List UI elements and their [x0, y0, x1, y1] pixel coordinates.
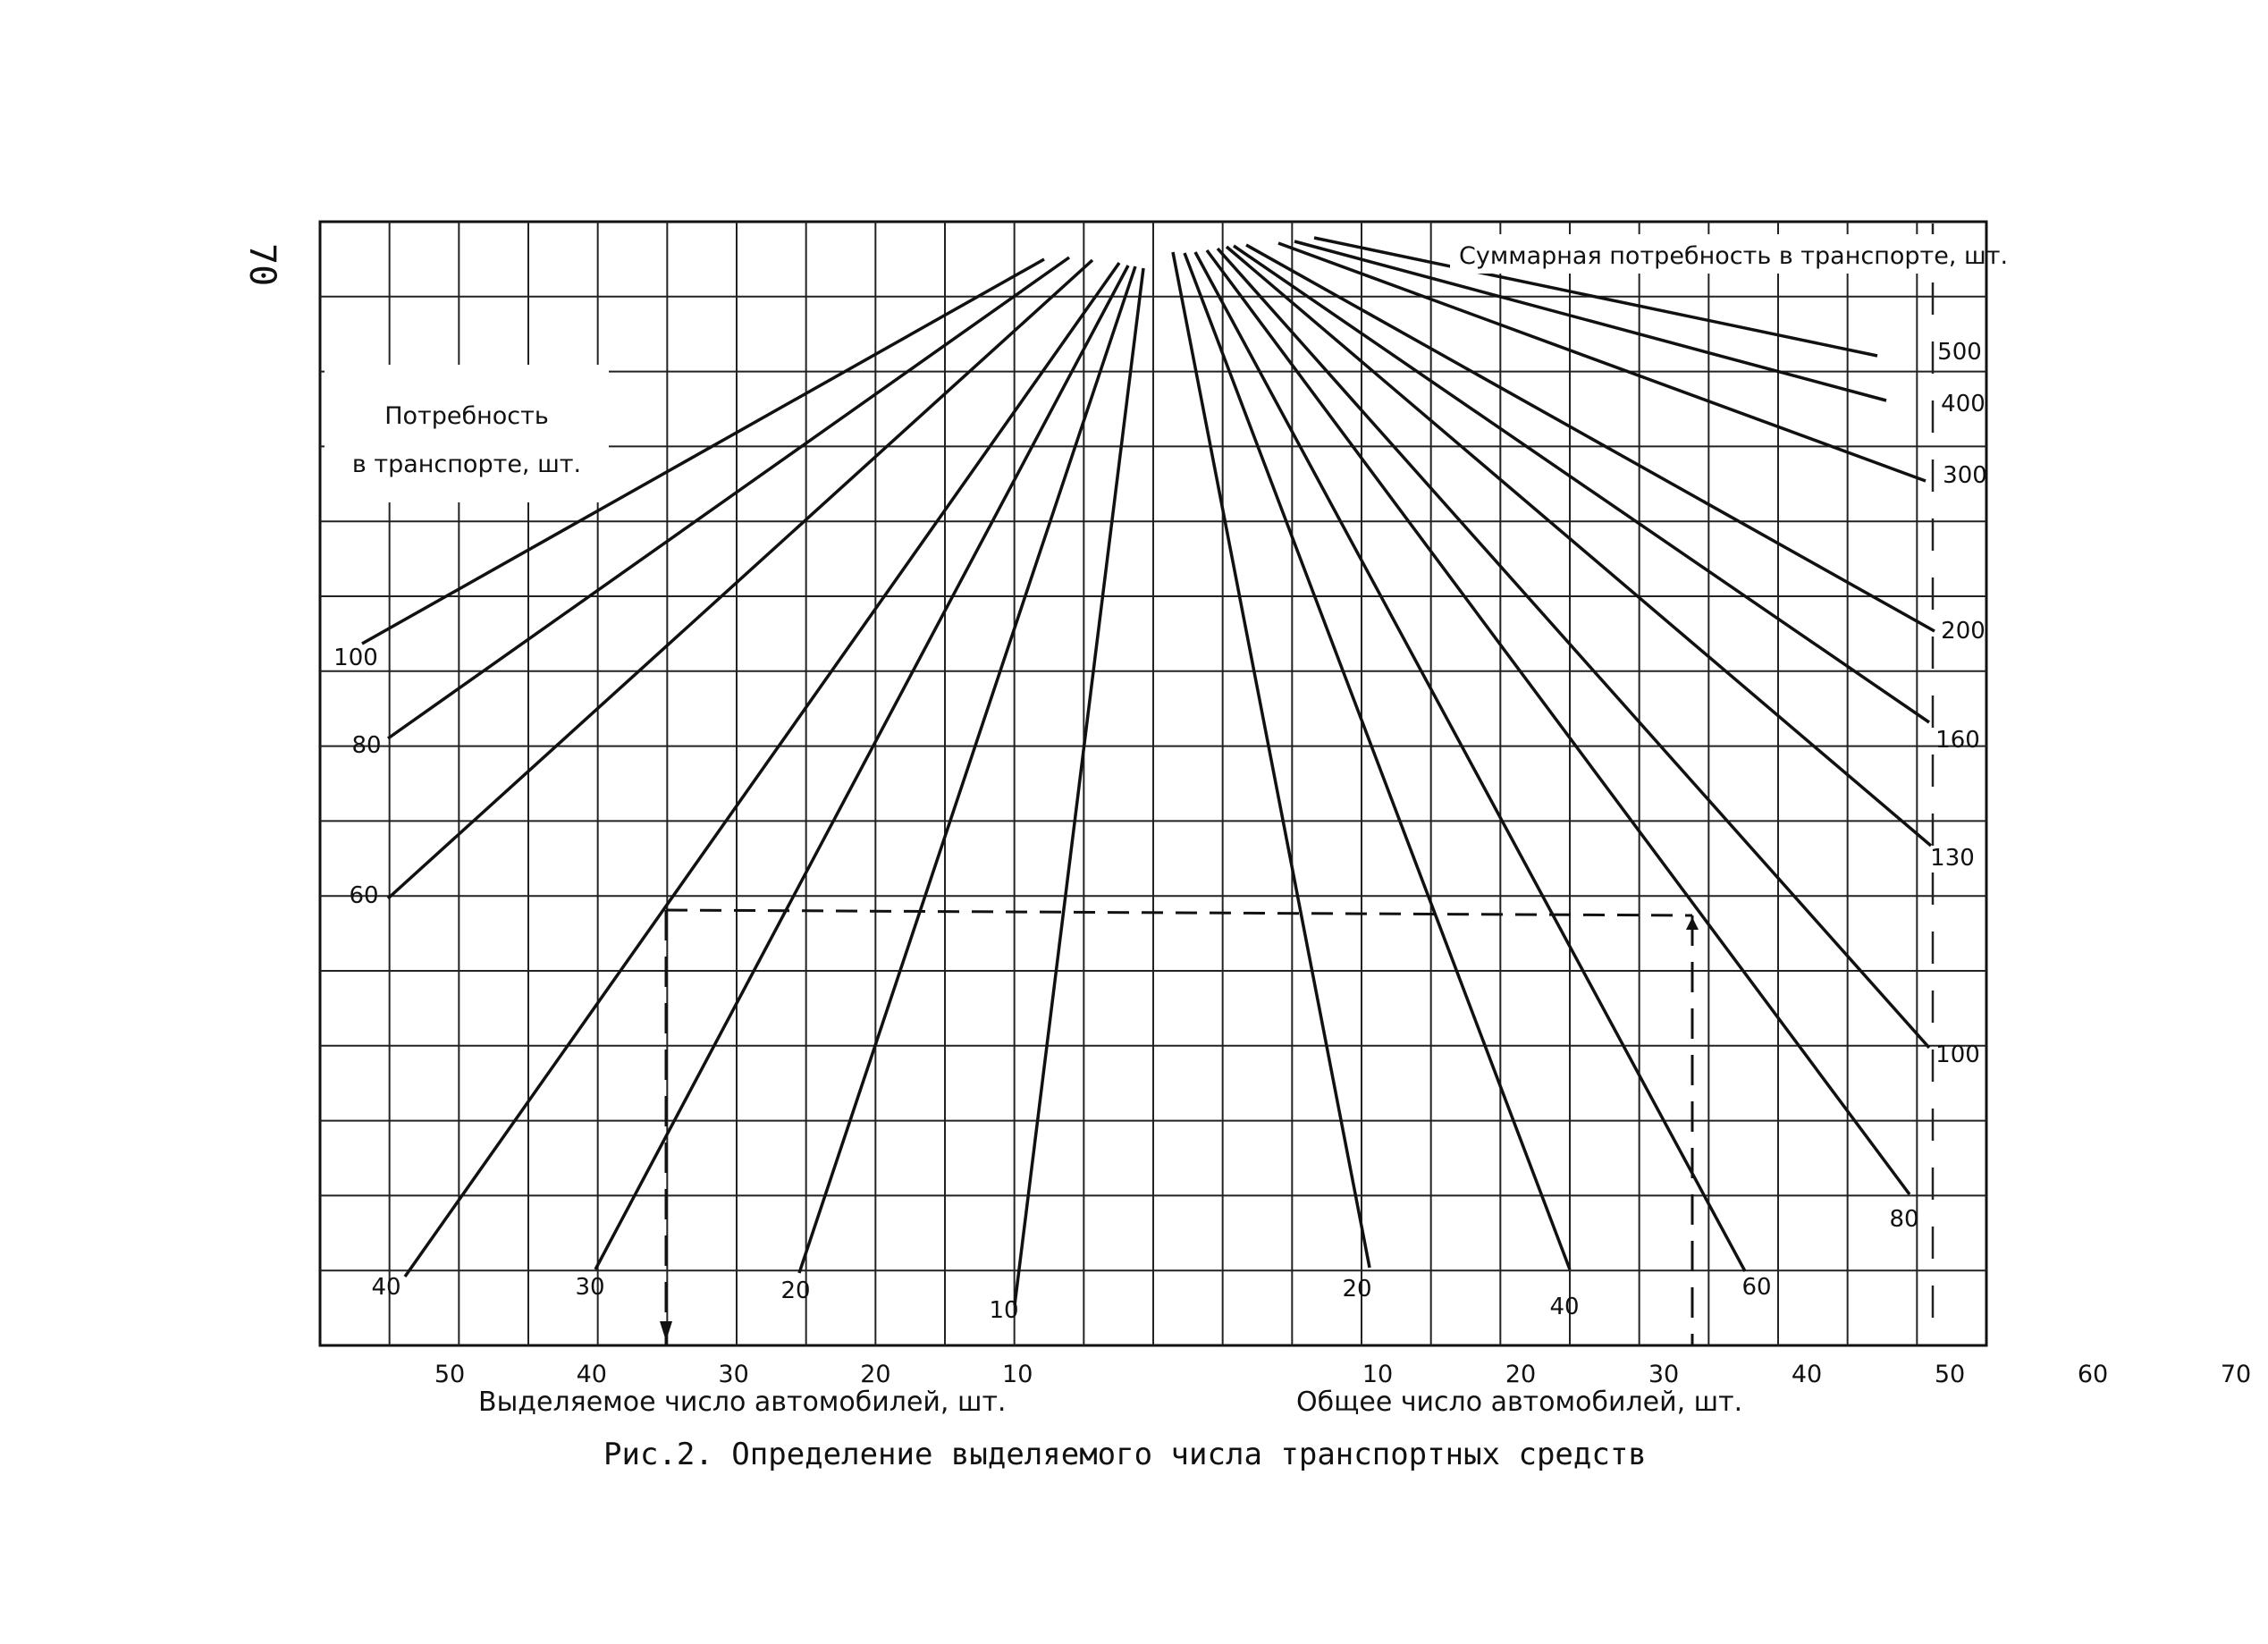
line-label-left-40: 40 — [371, 1274, 401, 1301]
line-label-right-130: 130 — [1930, 845, 1975, 872]
line-label-right-80: 80 — [1889, 1206, 1919, 1233]
line-label-right-60: 60 — [1741, 1274, 1772, 1301]
left-label-mask — [325, 365, 609, 502]
line-label-left-80: 80 — [351, 732, 382, 759]
left-series-label-line2: в транспорте, шт. — [351, 451, 582, 478]
line-right-130 — [1227, 247, 1931, 846]
line-label-left-20: 20 — [780, 1277, 811, 1304]
line-right-20 — [1173, 252, 1370, 1268]
x-axis-label-left: Выделяемое число автомобилей, шт. — [478, 1387, 1007, 1418]
example-arrow-total — [1686, 917, 1699, 930]
left-series-label-line1: Потребность — [384, 402, 549, 430]
example-path — [660, 910, 1699, 1345]
x-tick-label-left: 40 — [576, 1361, 607, 1388]
line-label-right-500: 500 — [1937, 339, 1982, 366]
x-tick-label-left: 30 — [718, 1361, 749, 1388]
line-label-right-300: 300 — [1943, 462, 1987, 489]
line-label-right-400: 400 — [1941, 391, 1986, 417]
x-tick-label-left: 50 — [434, 1361, 466, 1388]
x-tick-label-right: 10 — [1362, 1361, 1394, 1388]
x-tick-label-right: 50 — [1934, 1361, 1966, 1388]
x-tick-label-right: 20 — [1505, 1361, 1537, 1388]
x-tick-label-right: 30 — [1648, 1361, 1680, 1388]
example-arrow-selected — [660, 1321, 672, 1341]
line-label-right-200: 200 — [1941, 618, 1986, 645]
line-left-30 — [595, 266, 1128, 1269]
x-tick-label-right: 70 — [2220, 1361, 2252, 1388]
line-label-right-160: 160 — [1935, 727, 1980, 754]
line-right-80 — [1207, 250, 1910, 1194]
page-number: 70 — [241, 243, 282, 287]
line-right-200 — [1246, 245, 1935, 631]
line-label-left-60: 60 — [349, 882, 379, 909]
x-tick-label-right: 40 — [1791, 1361, 1823, 1388]
line-label-right-20: 20 — [1342, 1276, 1372, 1303]
line-right-40 — [1185, 253, 1570, 1269]
line-left-20 — [799, 266, 1135, 1273]
x-tick-label-left: 10 — [1002, 1361, 1033, 1388]
x-tick-label-left: 20 — [860, 1361, 891, 1388]
line-label-right-100: 100 — [1935, 1041, 1980, 1068]
x-tick-label-right: 60 — [2077, 1361, 2109, 1388]
line-left-10 — [1015, 268, 1143, 1305]
line-label-left-30: 30 — [575, 1274, 605, 1301]
x-axis-label-right: Общее число автомобилей, шт. — [1296, 1387, 1743, 1418]
example-horizontal — [666, 910, 1692, 915]
chart-title: Рис.2. Определение выделяемого числа транспортных средств — [603, 1437, 1647, 1472]
right-series-label: Суммарная потребность в транспорте, шт. — [1459, 242, 2009, 270]
line-label-left-10: 10 — [989, 1297, 1019, 1324]
line-label-right-40: 40 — [1549, 1294, 1580, 1320]
line-label-left-100: 100 — [333, 645, 378, 671]
line-right-60 — [1195, 252, 1745, 1271]
